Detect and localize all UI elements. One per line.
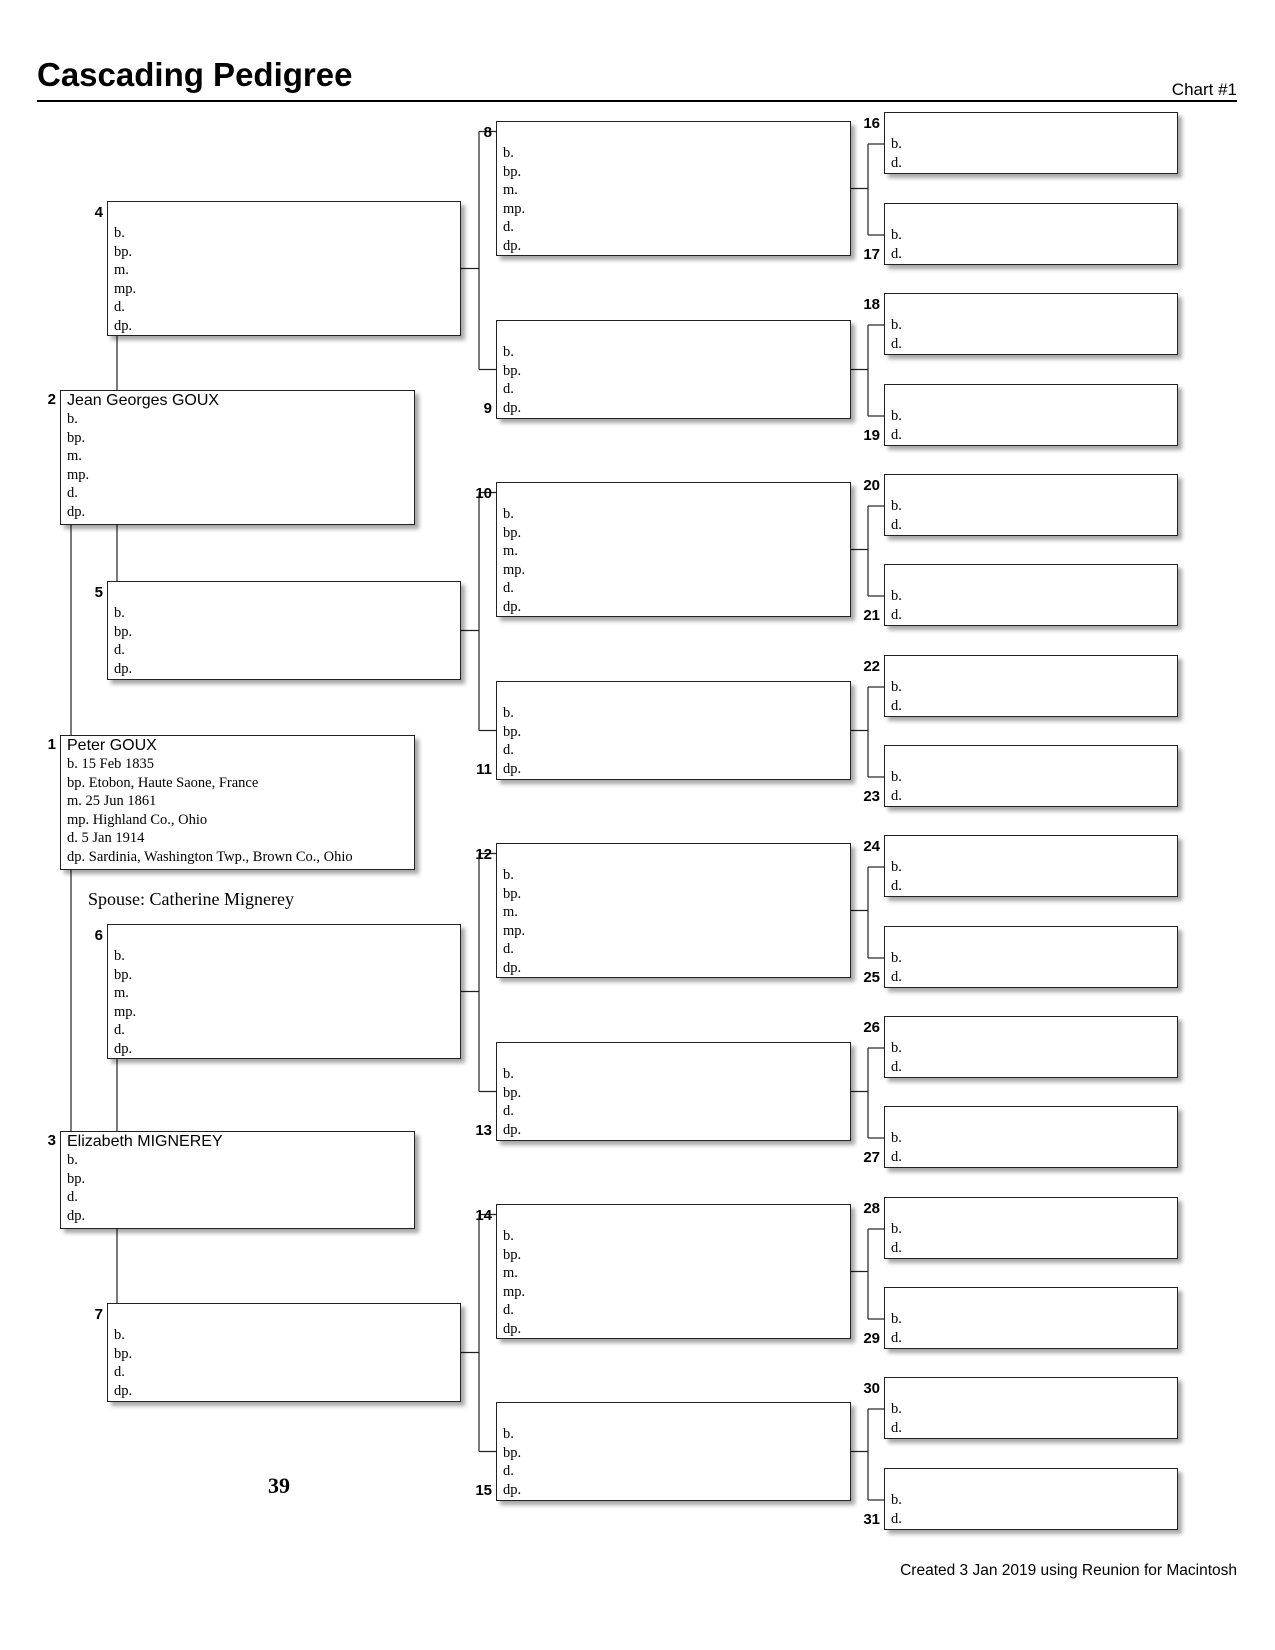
person-fact: dp. (503, 1320, 522, 1337)
person-number: 12 (475, 846, 492, 863)
person-fact: bp. (503, 885, 522, 902)
person-fact: bp. (503, 524, 522, 541)
person-fact: dp. (114, 1382, 133, 1399)
person-fact: d. (891, 154, 902, 171)
person-fact: dp. (114, 317, 133, 334)
person-fact: d. (891, 1148, 902, 1165)
person-fact: m. (114, 262, 129, 278)
person-name: Jean Georges GOUX (67, 392, 220, 409)
person-box-17 (884, 203, 1178, 265)
person-number: 15 (475, 1482, 492, 1499)
person-fact: b. (114, 605, 125, 621)
person-fact: bp. Etobon, Haute Saone, France (67, 774, 259, 791)
person-fact: m. (503, 182, 518, 198)
person-number: 3 (47, 1132, 56, 1149)
person-fact: m. (503, 543, 518, 559)
person-fact: b. (891, 317, 902, 333)
person-fact: d. (67, 485, 78, 501)
person-fact: d. (891, 245, 902, 262)
person-fact: m. 25 Jun 1861 (67, 793, 157, 809)
person-fact: d. (891, 1239, 902, 1256)
person-fact: bp. (114, 623, 133, 640)
person-number: 18 (863, 296, 880, 313)
person-number: 1 (47, 736, 56, 753)
person-fact: b. (503, 506, 514, 522)
chart-number: Chart #1 (1171, 80, 1237, 99)
person-fact: d. (503, 941, 514, 957)
person-fact: dp. (67, 503, 86, 520)
person-fact: d. (891, 1510, 902, 1527)
person-number: 27 (863, 1149, 880, 1166)
person-fact: b. (891, 679, 902, 695)
person-fact: mp. (114, 280, 137, 297)
person-fact: bp. (503, 723, 522, 740)
person-fact: b. (891, 1311, 902, 1327)
person-box-18 (884, 293, 1178, 355)
person-box-21 (884, 564, 1178, 626)
person-box-5 (107, 581, 461, 680)
person-fact: b. (891, 588, 902, 604)
person-fact: d. (891, 606, 902, 623)
person-fact: b. (503, 705, 514, 721)
person-fact: dp. (114, 660, 133, 677)
person-fact: b. (503, 344, 514, 360)
person-fact: dp. (503, 760, 522, 777)
person-number: 29 (863, 1330, 880, 1347)
person-box-8 (496, 121, 851, 256)
person-fact: dp. (67, 1207, 86, 1224)
person-box-29 (884, 1287, 1178, 1349)
person-fact: d. (114, 1364, 125, 1380)
person-fact: dp. (503, 959, 522, 976)
person-fact: d. (503, 742, 514, 758)
person-box-24 (884, 835, 1178, 897)
person-fact: m. (503, 904, 518, 920)
person-fact: dp. (503, 598, 522, 615)
person-box-2 (60, 390, 415, 525)
person-box-10 (496, 482, 851, 617)
person-name: Peter GOUX (67, 737, 157, 754)
person-fact: mp. (503, 922, 526, 939)
person-fact: b. (891, 498, 902, 514)
person-number: 23 (863, 788, 880, 805)
person-number: 20 (863, 477, 880, 494)
person-fact: d. (891, 697, 902, 714)
person-fact: bp. (503, 1444, 522, 1461)
person-box-1 (60, 735, 415, 870)
person-fact: m. (503, 1265, 518, 1281)
person-fact: d. (891, 787, 902, 804)
person-fact: d. (67, 1189, 78, 1205)
footer-credit: Created 3 Jan 2019 using Reunion for Macintosh (900, 1562, 1237, 1579)
person-fact: b. (891, 1040, 902, 1056)
person-fact: bp. (67, 1170, 86, 1187)
person-number: 10 (475, 485, 492, 502)
spouse-note: Spouse: Catherine Mignerey (88, 889, 294, 909)
person-fact: dp. (503, 1481, 522, 1498)
person-box-19 (884, 384, 1178, 446)
person-number: 16 (863, 115, 880, 132)
person-fact: b. (891, 859, 902, 875)
person-number: 5 (94, 584, 103, 601)
person-fact: b. (891, 1221, 902, 1237)
person-box-25 (884, 926, 1178, 988)
person-box-6 (107, 924, 461, 1059)
person-fact: bp. (503, 1246, 522, 1263)
person-fact: d. (891, 516, 902, 533)
person-fact: b. (891, 1401, 902, 1417)
person-fact: d. (503, 1463, 514, 1479)
person-fact: d. (891, 877, 902, 894)
person-box-22 (884, 655, 1178, 717)
person-number: 13 (475, 1122, 492, 1139)
person-fact: d. (891, 1419, 902, 1436)
person-fact: mp. Highland Co., Ohio (67, 811, 208, 828)
person-fact: b. (67, 411, 78, 427)
person-fact: b. (891, 1492, 902, 1508)
person-box-9 (496, 320, 851, 419)
person-fact: b. (503, 1066, 514, 1082)
person-box-31 (884, 1468, 1178, 1530)
person-fact: b. 15 Feb 1835 (67, 756, 154, 772)
person-fact: d. (503, 219, 514, 235)
page-number: 39 (268, 1473, 290, 1498)
person-fact: b. (114, 948, 125, 964)
person-fact: bp. (114, 243, 133, 260)
person-fact: mp. (503, 1283, 526, 1300)
person-number: 19 (863, 427, 880, 444)
person-box-23 (884, 745, 1178, 807)
person-fact: d. (114, 642, 125, 658)
person-number: 6 (94, 927, 103, 944)
person-fact: d. (503, 1103, 514, 1119)
person-fact: bp. (114, 1345, 133, 1362)
person-fact: bp. (503, 163, 522, 180)
person-number: 30 (863, 1380, 880, 1397)
person-box-20 (884, 474, 1178, 536)
person-number: 8 (483, 124, 492, 141)
person-number: 4 (94, 204, 103, 221)
person-fact: b. (891, 769, 902, 785)
person-number: 24 (863, 838, 880, 855)
person-box-7 (107, 1303, 461, 1402)
person-fact: d. (891, 968, 902, 985)
person-fact: mp. (503, 200, 526, 217)
person-fact: mp. (114, 1003, 137, 1020)
person-box-4 (107, 201, 461, 336)
person-box-30 (884, 1377, 1178, 1439)
chart-title: Cascading Pedigree (37, 56, 353, 93)
person-number: 9 (483, 400, 492, 417)
person-fact: b. (114, 1327, 125, 1343)
person-fact: b. (891, 950, 902, 966)
person-fact: bp. (67, 429, 86, 446)
person-number: 11 (476, 761, 492, 778)
person-number: 14 (475, 1207, 492, 1224)
person-fact: b. (891, 227, 902, 243)
person-fact: b. (503, 145, 514, 161)
person-fact: b. (503, 1228, 514, 1244)
person-number: 7 (94, 1306, 103, 1323)
person-number: 21 (863, 607, 880, 624)
person-fact: mp. (67, 466, 90, 483)
person-number: 22 (863, 658, 880, 675)
person-number: 17 (863, 246, 880, 263)
person-fact: b. (503, 1426, 514, 1442)
person-fact: d. (503, 381, 514, 397)
person-fact: d. (891, 1329, 902, 1346)
person-box-3 (60, 1131, 415, 1229)
person-box-26 (884, 1016, 1178, 1078)
person-fact: dp. Sardinia, Washington Twp., Brown Co., Ohio (67, 848, 353, 865)
person-fact: b. (114, 225, 125, 241)
person-fact: d. (503, 1302, 514, 1318)
person-box-15 (496, 1402, 851, 1501)
person-box-27 (884, 1106, 1178, 1168)
person-fact: d. (114, 1022, 125, 1038)
person-fact: d. (891, 1058, 902, 1075)
person-fact: bp. (114, 966, 133, 983)
person-name: Elizabeth MIGNEREY (67, 1133, 223, 1150)
person-fact: b. (891, 1130, 902, 1146)
person-fact: dp. (503, 1121, 522, 1138)
person-box-28 (884, 1197, 1178, 1259)
person-number: 25 (863, 969, 880, 986)
person-fact: m. (67, 448, 82, 464)
person-fact: d. (891, 426, 902, 443)
person-fact: b. (891, 136, 902, 152)
person-fact: b. (503, 867, 514, 883)
person-number: 28 (863, 1200, 880, 1217)
person-fact: bp. (503, 362, 522, 379)
person-fact: d. (891, 335, 902, 352)
person-number: 26 (863, 1019, 880, 1036)
person-fact: b. (67, 1152, 78, 1168)
person-box-13 (496, 1042, 851, 1141)
person-fact: dp. (503, 399, 522, 416)
person-box-16 (884, 112, 1178, 174)
person-box-12 (496, 843, 851, 978)
person-fact: d. (114, 299, 125, 315)
person-number: 31 (863, 1511, 880, 1528)
person-box-11 (496, 681, 851, 780)
person-fact: b. (891, 408, 902, 424)
person-box-14 (496, 1204, 851, 1339)
person-fact: m. (114, 985, 129, 1001)
person-fact: d. (503, 580, 514, 596)
person-fact: dp. (503, 237, 522, 254)
person-fact: bp. (503, 1084, 522, 1101)
person-fact: dp. (114, 1040, 133, 1057)
person-number: 2 (47, 391, 56, 408)
person-fact: mp. (503, 561, 526, 578)
person-fact: d. 5 Jan 1914 (67, 830, 145, 846)
